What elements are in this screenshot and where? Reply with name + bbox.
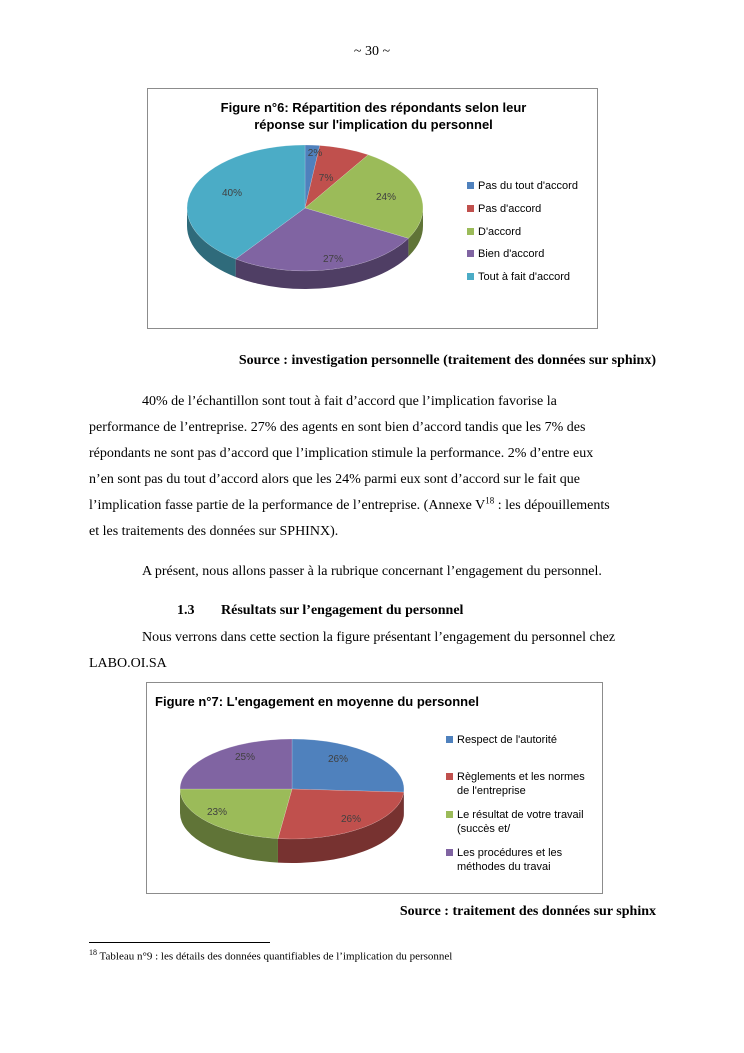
paragraph-line: répondants ne sont pas d’accord que l’implication stimule la performance. 2% d’entre eux (89, 446, 594, 461)
footnote (89, 948, 452, 963)
paragraph-implication-results (89, 389, 656, 545)
paragraph-line: n’en sont pas du tout d’accord alors que les 24% parmi eux sont d’accord sur le fait que (89, 472, 581, 487)
figure7-data-label-1: 26% (340, 814, 362, 825)
legend-swatch (467, 205, 474, 212)
legend-label: D'accord (478, 226, 522, 238)
legend-swatch (446, 811, 453, 818)
legend-label: Pas du tout d'accord (478, 180, 578, 192)
figure7-legend (446, 733, 601, 883)
legend-item-reglements-normes (446, 770, 585, 798)
legend-item-procedures-methodes (446, 846, 562, 874)
figure7-slice-0 (292, 739, 404, 792)
legend-label: Le résultat de votre travail (457, 809, 584, 821)
legend-swatch (467, 228, 474, 235)
legend-item-pas-du-tout-daccord (467, 179, 578, 193)
paragraph-line: Nous verrons dans cette section la figure présentant l’engagement du personnel chez (142, 630, 616, 645)
figure6-data-label-0: 2% (307, 148, 323, 159)
footnote-separator (89, 942, 270, 943)
figure7-source: Source : traitement des données sur sphinx (399, 904, 656, 919)
legend-label: Tout à fait d'accord (478, 271, 570, 283)
paragraph-line: 40% de l’échantillon sont tout à fait d’accord que l’implication favorise la (142, 394, 557, 409)
paragraph-line: et les traitements des données sur SPHINX). (89, 524, 339, 539)
legend-label: Les procédures et les (457, 847, 563, 859)
text-span: : les dépouillements (494, 498, 610, 513)
paragraph-transition: A présent, nous allons passer à la rubrique concernant l’engagement du personnel. (142, 564, 602, 579)
figure7-data-label-2: 23% (206, 807, 228, 818)
figure6-data-label-1: 7% (318, 173, 334, 184)
legend-swatch (467, 182, 474, 189)
section-heading (177, 603, 463, 619)
figure6-source: Source : investigation personnelle (traitement des données sur sphinx) (238, 353, 656, 368)
legend-swatch (446, 849, 453, 856)
figure7-chart-box (146, 682, 603, 894)
footnote-text: Tableau n°9 : les détails des données quantifiables de l’implication du personnel (97, 950, 453, 963)
figure7-data-label-0: 26% (327, 754, 349, 765)
legend-item-daccord (467, 225, 521, 239)
legend-item-resultat-travail (446, 808, 584, 836)
legend-item-bien-daccord (467, 247, 544, 261)
text-span: l’implication fasse partie de la performance de l’entreprise. (Annexe V (89, 498, 486, 513)
paragraph-line (89, 493, 656, 519)
paragraph-engagement-intro (89, 625, 656, 677)
figure7-title: Figure n°7: L'engagement en moyenne du personnel (155, 694, 479, 709)
section-title: Résultats sur l’engagement du personnel (221, 603, 464, 618)
figure6-chart-box (147, 88, 598, 329)
legend-swatch (467, 250, 474, 257)
paragraph-line: LABO.OI.SA (89, 656, 167, 671)
figure6-legend (467, 179, 597, 299)
footnote-mark: 18 (89, 948, 97, 957)
legend-label-continued: de l'entreprise (457, 785, 526, 797)
legend-label-continued: (succès et/ (457, 823, 511, 835)
legend-label: Règlements et les normes (457, 771, 585, 783)
figure7-slice-3 (180, 739, 292, 789)
figure6-data-label-3: 27% (322, 254, 344, 265)
legend-label: Bien d'accord (478, 248, 545, 260)
legend-label-continued: méthodes du travai (457, 861, 551, 873)
figure6-title-line1: Figure n°6: Répartition des répondants selon leur (220, 100, 527, 115)
legend-label: Respect de l'autorité (457, 734, 557, 746)
legend-swatch (446, 773, 453, 780)
legend-swatch (467, 273, 474, 280)
figure6-title-line2: réponse sur l'implication du personnel (254, 117, 493, 132)
figure6-data-label-2: 24% (375, 192, 397, 203)
paragraph-line: performance de l’entreprise. 27% des agents en sont bien d’accord tandis que les 7% des (89, 420, 586, 435)
section-number: 1.3 (177, 603, 195, 618)
figure7-data-label-3: 25% (234, 752, 256, 763)
legend-item-respect-autorite (446, 733, 557, 747)
footnote-reference: 18 (485, 495, 495, 506)
legend-label: Pas d'accord (478, 203, 542, 215)
legend-swatch (446, 736, 453, 743)
figure6-data-label-4: 40% (221, 188, 243, 199)
legend-item-pas-daccord (467, 202, 541, 216)
page-number: ~ 30 ~ (353, 44, 391, 59)
legend-item-tout-a-fait-daccord (467, 270, 570, 284)
